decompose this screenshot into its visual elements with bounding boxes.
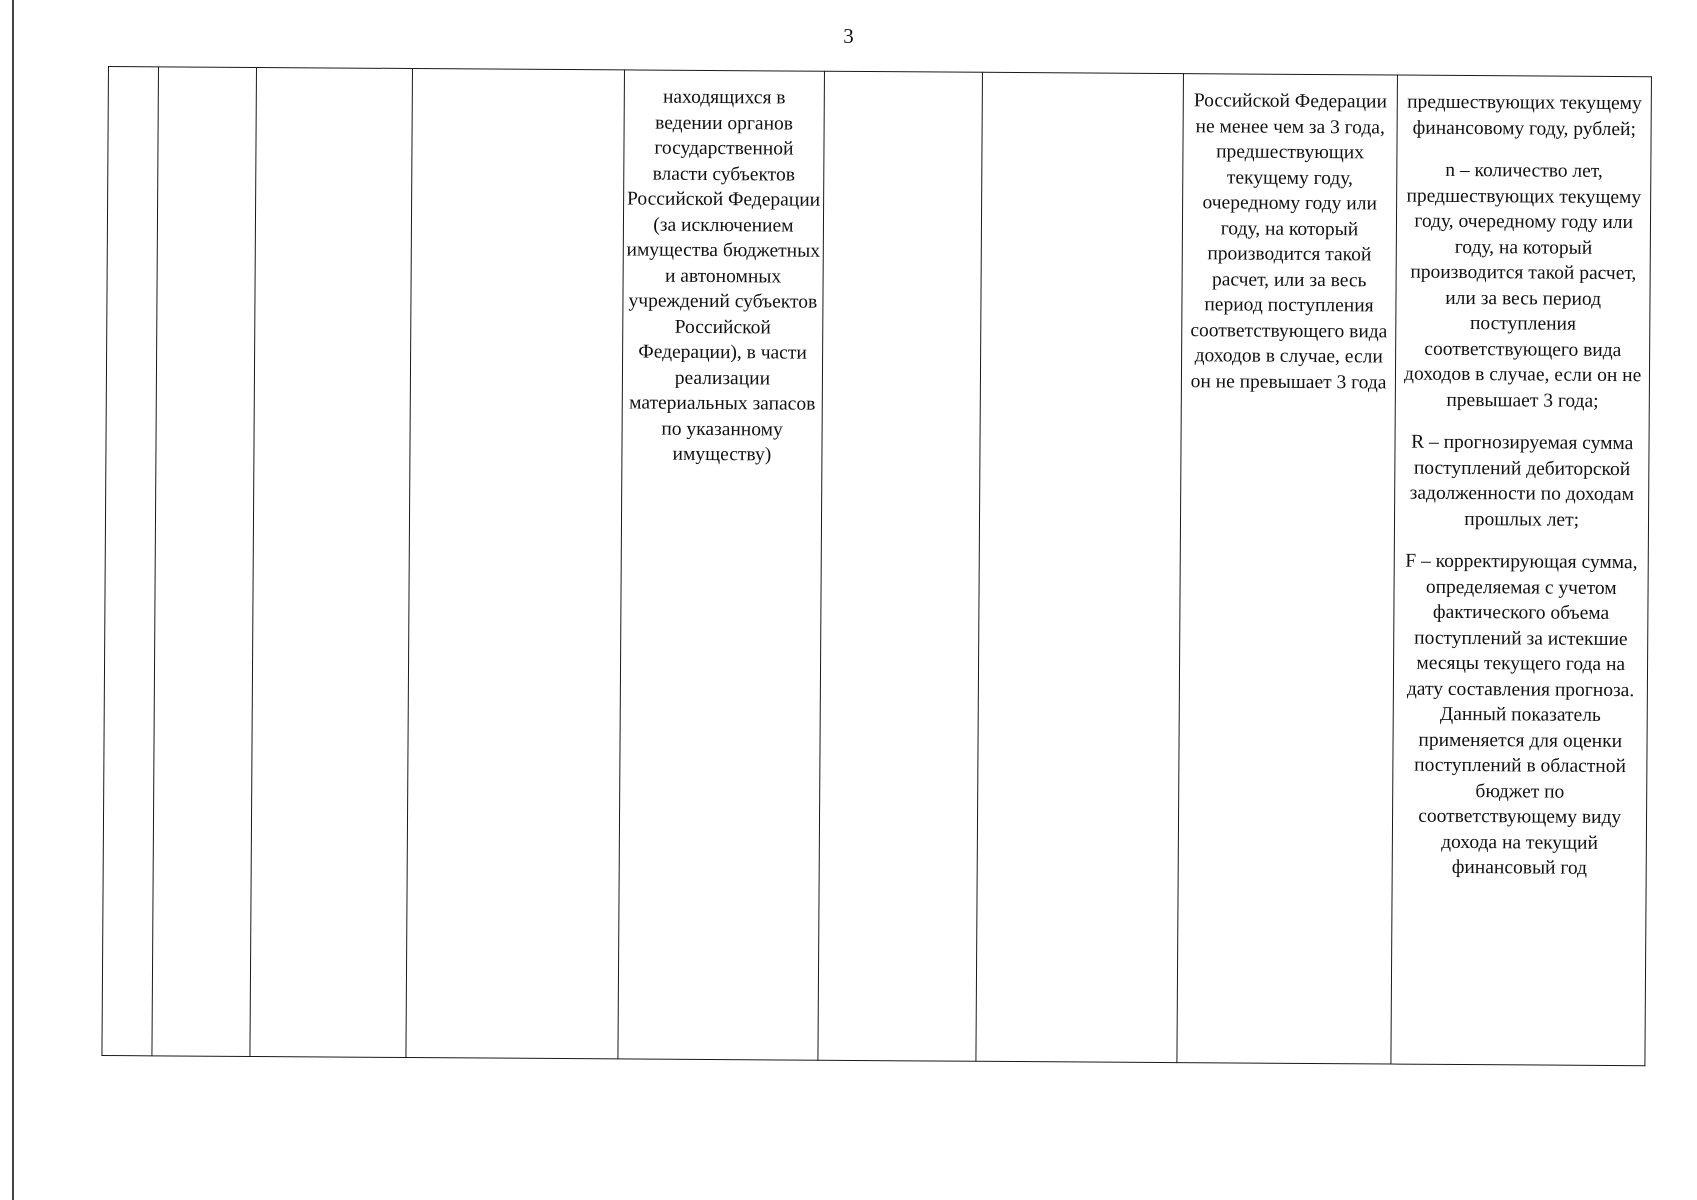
page-number: 3 xyxy=(843,24,854,48)
table-cell-col1 xyxy=(102,67,158,1056)
cell-text: Российской Федерации не менее чем за 3 года, предшествующих текущему году, очередному году или году, на который производится такой расчет, или за весь период поступления соответствующего вида доходов в случае, если он не превышает 3 года xyxy=(1190,90,1388,393)
table-cell-col9 xyxy=(1391,75,1651,1066)
table-cell-col7 xyxy=(976,72,1183,1062)
table-cell-col4 xyxy=(406,69,624,1059)
page-edge-line xyxy=(12,0,14,1200)
cell-paragraph: R – прогнозируемая сумма поступлений дебиторской задолженности по доходам прошлых лет; xyxy=(1409,431,1635,531)
table-cell-col5 xyxy=(618,70,825,1060)
table-cell-col6 xyxy=(818,71,983,1061)
table-cell-col2 xyxy=(152,67,257,1057)
document-table-container xyxy=(101,66,1652,1066)
cell-paragraph: предшествующих текущему финансовому году, рублей; xyxy=(1407,91,1642,140)
cell-paragraph: n – количество лет, предшествующих текущему году, очередному году или году, на который производится такой расчет, или за весь период поступления соответствующего вида доходов в случае, если он не превышает 3 года; xyxy=(1403,159,1642,412)
table-cell-col3 xyxy=(250,67,413,1057)
document-table xyxy=(101,66,1652,1066)
cell-text: находящихся в ведении органов государственной власти субъектов Российской Федерации (за исключением имущества бюджетных и автономных учреждений субъектов Российской Федерации), в части реализации материальных запасов по указанному имуществу) xyxy=(626,86,821,466)
table-row xyxy=(102,67,1652,1066)
table-cell-col8 xyxy=(1177,74,1398,1064)
cell-paragraph: F – корректирующая сумма, определяемая с учетом фактического объема поступлений за истекшие месяцы текущего года на дату составления прогноза. Данный показатель применяется для оценки поступлений в областной бюджет по соответствующему виду дохода на текущий финансовый год xyxy=(1405,550,1638,879)
